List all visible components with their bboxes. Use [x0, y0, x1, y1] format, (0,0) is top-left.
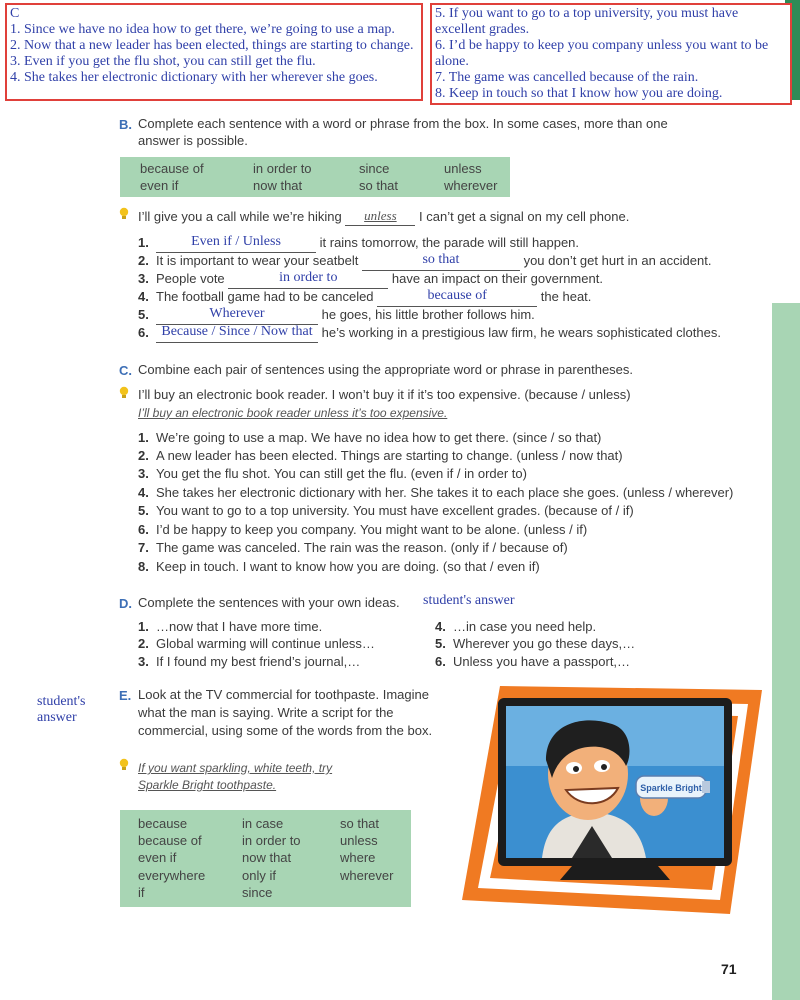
- item-text: You want to go to a top university. You must have excellent grades. (because of / if): [156, 503, 634, 518]
- item-number: 1.: [138, 235, 149, 250]
- item-text: Global warming will continue unless…: [156, 636, 375, 651]
- item-number: 3.: [138, 654, 149, 669]
- item-number: 2.: [138, 636, 149, 651]
- item-text: If I found my best friend’s journal,…: [156, 654, 361, 669]
- word-box-item: where: [340, 850, 376, 865]
- answer-blank: [362, 253, 520, 271]
- word-box-item: since: [359, 161, 390, 176]
- lightbulb-icon: [119, 207, 129, 221]
- page-number: 71: [721, 961, 737, 977]
- student-answer-note-e: student's: [37, 694, 86, 709]
- word-box-item: unless: [340, 833, 378, 848]
- example-blank: [345, 209, 415, 226]
- section-c-instruction: Combine each pair of sentences using the appropriate word or phrase in parentheses.: [138, 362, 634, 377]
- item-text: It is important to wear your seatbelt: [156, 253, 359, 268]
- answer-line: 2. Now that a new leader has been elected, things are starting to change.: [10, 38, 414, 53]
- handwritten-answer: Even if / Unless: [191, 234, 281, 249]
- item-number: 2.: [138, 448, 149, 463]
- item-number: 6.: [138, 522, 149, 537]
- section-e-example-2: Sparkle Bright toothpaste.: [138, 778, 277, 792]
- word-box-item: so that: [340, 816, 380, 831]
- item-text: it rains tomorrow, the parade will still happen.: [319, 235, 580, 250]
- item-text: he’s working in a prestigious law firm, he wears sophisticated clothes.: [321, 325, 721, 340]
- item-text: have an impact on their government.: [391, 271, 603, 286]
- item-number: 2.: [138, 253, 149, 268]
- item-text: he goes, his little brother follows him.: [321, 307, 535, 322]
- side-green-bar: [772, 303, 800, 1000]
- item-number: 6.: [435, 654, 446, 669]
- item-text: Wherever you go these days,…: [453, 636, 636, 651]
- handwritten-answer: Wherever: [209, 306, 265, 321]
- example-post: I can’t get a signal on my cell phone.: [419, 209, 630, 224]
- word-box-item: because of: [138, 833, 202, 848]
- student-answer-note: student's answer: [423, 593, 515, 608]
- d-item: [138, 654, 360, 669]
- section-b-instruction: Complete each sentence with a word or phrase from the box. In some cases, more than one: [138, 116, 668, 131]
- answer-line: 5. If you want to go to a top university, you must have excellent grades.: [435, 6, 739, 37]
- d-item: [138, 636, 375, 651]
- item-text: …now that I have more time.: [156, 619, 323, 634]
- d-item: [138, 619, 322, 634]
- item-number: 6.: [138, 325, 149, 340]
- word-box-item: in case: [242, 816, 284, 831]
- b-item-1: [138, 235, 579, 253]
- answer-blank: [156, 307, 318, 325]
- word-box-item: in order to: [242, 833, 301, 848]
- section-c-example-answer: I’ll buy an electronic book reader unless it’s too expensive.: [138, 406, 448, 420]
- c-item: [138, 540, 568, 555]
- b-item-2: [138, 253, 711, 271]
- handwritten-answer: Because / Since / Now that: [161, 324, 313, 339]
- item-number: 7.: [138, 540, 149, 555]
- word-box-item: even if: [138, 850, 177, 865]
- b-item-6: [138, 325, 721, 343]
- section-b-instruction-2: answer is possible.: [138, 133, 248, 148]
- answer-line: 4. She takes her electronic dictionary with her wherever she goes.: [10, 70, 378, 85]
- lightbulb-icon: [119, 758, 129, 772]
- answer-blank: [156, 325, 318, 343]
- item-text: You get the flu shot. You can still get the flu. (even if / in order to): [156, 466, 527, 481]
- word-box-item: unless: [444, 161, 482, 176]
- b-item-4: [138, 289, 591, 307]
- c-item: [138, 485, 733, 500]
- b-item-5: [138, 307, 535, 325]
- answer-line: 8. Keep in touch so that I know how you are doing.: [435, 86, 723, 101]
- d-item: [435, 636, 635, 651]
- item-text: People vote: [156, 271, 225, 286]
- section-b-word-box: [120, 157, 510, 197]
- item-text: She takes her electronic dictionary with her. She takes it to each place she goes. (unless / wherever): [156, 485, 734, 500]
- word-box-item: in order to: [253, 161, 312, 176]
- item-number: 5.: [138, 307, 149, 322]
- answer-line: 7. The game was cancelled because of the rain.: [435, 70, 699, 85]
- word-box-item: so that: [359, 178, 399, 193]
- section-b-example: [138, 209, 629, 226]
- c-item: [138, 522, 587, 537]
- item-text: The game was canceled. The rain was the reason. (only if / because of): [156, 540, 568, 555]
- answer-box-right: [430, 3, 792, 105]
- answer-blank: [228, 271, 388, 289]
- section-e-instruction-2: what the man is saying. Write a script for the: [138, 705, 394, 720]
- answer-line: 1. Since we have no idea how to get there, we’re going to use a map.: [10, 22, 395, 37]
- tv-commercial-illustration: [462, 686, 768, 918]
- item-number: 3.: [138, 271, 149, 286]
- item-number: 1.: [138, 430, 149, 445]
- item-text: I’d be happy to keep you company. You might want to be alone. (unless / if): [156, 522, 588, 537]
- handwritten-answer: so that: [422, 252, 460, 267]
- section-c-example: I’ll buy an electronic book reader. I won’t buy it if it’s too expensive. (because / unless): [138, 387, 631, 402]
- item-number: 4.: [138, 289, 149, 304]
- section-c-letter: C.: [119, 363, 132, 378]
- c-item: [138, 466, 527, 481]
- item-text: Keep in touch. I want to know how you are doing. (so that / even if): [156, 559, 540, 574]
- section-b-letter: B.: [119, 117, 132, 132]
- word-box-item: wherever: [340, 868, 394, 883]
- section-e-letter: E.: [119, 688, 132, 703]
- item-number: 4.: [138, 485, 149, 500]
- item-number: 5.: [138, 503, 149, 518]
- section-e-word-box: [120, 810, 411, 907]
- word-box-item: now that: [253, 178, 303, 193]
- c-item: [138, 430, 601, 445]
- item-text: A new leader has been elected. Things are starting to change. (unless / now that): [156, 448, 623, 463]
- item-number: 8.: [138, 559, 149, 574]
- section-d-instruction: Complete the sentences with your own ideas.: [138, 595, 400, 610]
- item-text: you don’t get hurt in an accident.: [523, 253, 712, 268]
- item-number: 5.: [435, 636, 446, 651]
- section-e-instruction: Look at the TV commercial for toothpaste. Imagine: [138, 687, 429, 702]
- item-text: We’re going to use a map. We have no idea how to get there. (since / so that): [156, 430, 602, 445]
- word-box-item: now that: [242, 850, 292, 865]
- item-text: The football game had to be canceled: [156, 289, 374, 304]
- section-e-instruction-3: commercial, using some of the words from the box.: [138, 723, 433, 738]
- c-item: [138, 503, 634, 518]
- answer-line: 3. Even if you get the flu shot, you can still get the flu.: [10, 54, 316, 69]
- section-d-letter: D.: [119, 596, 132, 611]
- c-item: [138, 448, 623, 463]
- answer-blank: [156, 235, 316, 253]
- item-number: 1.: [138, 619, 149, 634]
- item-text: …in case you need help.: [453, 619, 597, 634]
- example-answer: unless: [364, 208, 397, 223]
- d-item: [435, 619, 596, 634]
- word-box-item: even if: [140, 178, 179, 193]
- word-box-item: wherever: [444, 178, 498, 193]
- answer-line: 6. I’d be happy to keep you company unless you want to be alone.: [435, 38, 769, 69]
- word-box-item: if: [138, 885, 145, 900]
- word-box-item: because: [138, 816, 188, 831]
- word-box-item: only if: [242, 868, 276, 883]
- answer-box-left: [5, 3, 423, 101]
- word-box-item: since: [242, 885, 273, 900]
- item-text: Unless you have a passport,…: [453, 654, 631, 669]
- word-box-item: because of: [140, 161, 204, 176]
- example-pre: I’ll give you a call while we’re hiking: [138, 209, 342, 224]
- student-answer-note-e2: answer: [37, 710, 77, 725]
- lightbulb-icon: [119, 386, 129, 400]
- item-number: 4.: [435, 619, 446, 634]
- handwritten-answer: because of: [427, 288, 487, 303]
- item-text: the heat.: [540, 289, 592, 304]
- item-number: 3.: [138, 466, 149, 481]
- d-item: [435, 654, 630, 669]
- handwritten-answer: in order to: [279, 270, 338, 285]
- answer-blank: [377, 289, 537, 307]
- word-box-item: everywhere: [138, 868, 206, 883]
- b-item-3: [138, 271, 603, 289]
- c-item: [138, 559, 540, 574]
- section-e-example: If you want sparkling, white teeth, try: [138, 761, 333, 775]
- answer-line: C: [10, 6, 20, 21]
- tube-label: Sparkle Bright: [640, 783, 702, 793]
